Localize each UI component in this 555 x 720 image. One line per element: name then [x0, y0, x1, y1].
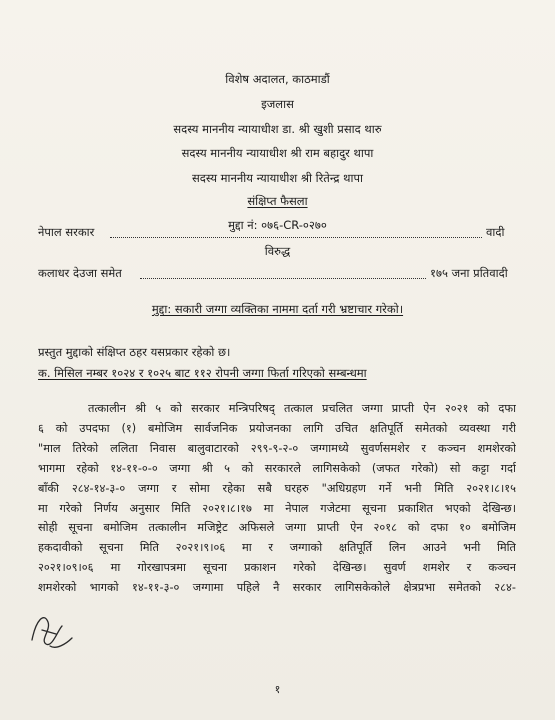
body-line: शमशेरको भागको १४-११-३-० जग्गामा पहिले नै सरकार लागिसकेकोले क्षेत्रप्रभा समेतको २८४- — [38, 581, 516, 595]
body-line: हकदावीको सूचना मिति २०२१।९।०६ मा र जग्गाको क्षतिपूर्ति लिन आउने भनी मिति — [38, 541, 516, 555]
section-heading-text: क. मिसिल नम्बर १०२४ र १०२५ बाट ११२ रोपनी जग्गा फिर्ता गरिएको सम्बन्धमा — [38, 366, 367, 380]
case-subject — [0, 302, 555, 317]
versus-label: विरुद्ध — [264, 244, 291, 258]
page-number: १ — [274, 683, 281, 696]
bench-member-3: सदस्य माननीय न्यायाधीश श्री रितेन्द्र थापा — [192, 171, 363, 185]
handwritten-signature — [22, 600, 82, 658]
body-line: भागमा रहेको १४-११-०-० जग्गा श्री ५ को सरकारले लागिसकेको (जफत गरेको) सो कट्टा गर्दा — [38, 461, 516, 475]
body-line: ६ को उपदफा (१) बमोजिम सार्वजनिक प्रयोजनका लागि उचित क्षतिपूर्ति समेतको व्यवस्था गरी — [38, 421, 516, 435]
bench-member-1: सदस्य माननीय न्यायाधीश डा. श्री खुशी प्रसाद थारु — [173, 122, 382, 136]
court-name: विशेष अदालत, काठमाडौं — [225, 72, 330, 86]
bench-member-2: सदस्य माननीय न्यायाधीश श्री राम बहादुर थापा — [181, 146, 374, 160]
section-heading — [38, 366, 367, 381]
case-number: मुद्दा नं: ०७६-CR-०२७० — [228, 218, 327, 232]
plaintiff-role: वादी — [486, 225, 505, 239]
plaintiff-dotted-line — [110, 237, 482, 238]
defendant-name: कलाधर देउजा समेत — [38, 266, 122, 280]
verdict-type-text: संक्षिप्त फैसला — [247, 194, 308, 208]
verdict-type — [0, 194, 555, 209]
bench-label: इजलास — [261, 97, 294, 111]
body-line: "माल तिरेको ललिता निवास बालुवाटारको २९९-९-२-० जग्गामध्ये सुवर्णसमशेर र कञ्चन शमशेरको — [38, 441, 516, 455]
intro-text: प्रस्तुत मुद्दाको संक्षिप्त ठहर यसप्रकार रहेको छ। — [38, 345, 231, 359]
defendant-count: १७५ जना प्रतिवादी — [430, 266, 508, 280]
body-line: बाँकी २८४-१४-३-० जग्गा र सोमा रहेका सबै घरहरु "अधिग्रहण गर्ने भनी मिति २०२१।८।१५ — [38, 481, 516, 495]
body-line: तत्कालीन श्री ५ को सरकार मन्त्रिपरिषद् तत्काल प्रचलित जग्गा प्राप्ती ऐन २०२१ को दफा — [88, 402, 516, 415]
case-subject-text: मुद्दा: सकारी जग्गा व्यक्तिका नाममा दर्ता गरी भ्रष्टाचार गरेको। — [151, 302, 404, 316]
body-paragraph — [38, 399, 516, 598]
defendant-dotted-line — [140, 278, 426, 279]
body-line: मा गरेको निर्णय अनुसार मिति २०२१।८।१७ मा नेपाल गजेटमा सूचना प्रकाशित भएको देखिन्छ। — [38, 501, 516, 515]
body-line: २०२१।०९।०६ मा गोरखापत्रमा सूचना प्रकाशन गरेको देखिन्छ। सुवर्ण शमशेर र कञ्चन — [38, 561, 516, 575]
body-line: सोही सूचना बमोजिम तत्कालीन मजिष्ट्रेट अफिसले जग्गा प्राप्ती ऐन २०१८ को दफा १० बमोजिम — [38, 521, 516, 535]
plaintiff-name: नेपाल सरकार — [38, 225, 95, 239]
